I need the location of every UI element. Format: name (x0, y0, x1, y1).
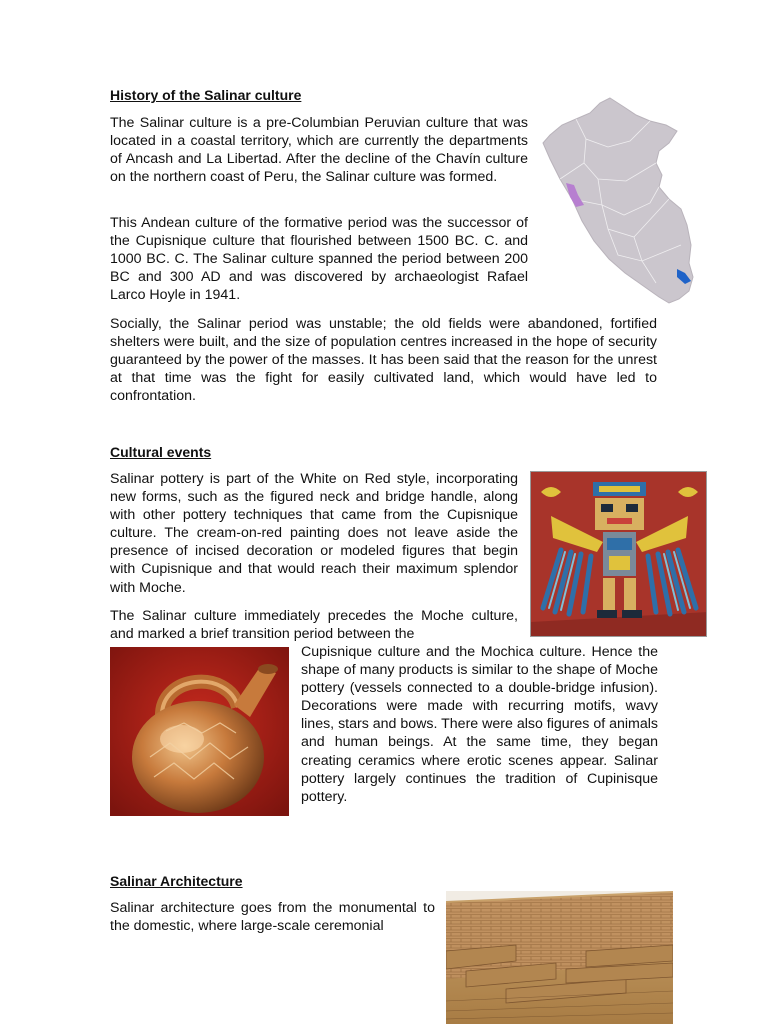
paragraph-architecture-1: Salinar architecture goes from the monumental to the domestic, where large-scale ceremonial (110, 900, 435, 935)
paragraph-history-3: Socially, the Salinar period was unstable; the old fields were abandoned, fortified shelters were built, and the size of population centres increased in the hope of security guaranteed by the power of the masses. It has been said that the reason for the unrest at that time was the fight for easily cultivated land, which would have led to confrontation. (110, 316, 657, 405)
paragraph-history-1: The Salinar culture is a pre-Columbian Peruvian culture that was located in a coastal territory, which are currently the departments of Ancash and La Libertad. After the decline of the Chavín culture on the northern coast of Peru, the Salinar culture was formed. (110, 115, 528, 186)
paragraph-history-2: This Andean culture of the formative period was the successor of the Cupisnique culture that flourished between 1500 BC. C. and 1000 BC. C. The Salinar culture spanned the period between 200 BC and 300 AD and was discovered by archaeologist Rafael Larco Hoyle in 1941. (110, 215, 528, 304)
pottery-vessel-image (110, 647, 289, 816)
paragraph-cultural-1: Salinar pottery is part of the White on Red style, incorporating new forms, such as the figured neck and bridge handle, along with other pottery techniques that came from the Cupisnique culture. The cream-on-red painting does not leave aside the presence of incised decoration or modeled figures that begin with Cupisnique and that would reach their maximum splendor with Moche. (110, 471, 518, 596)
adobe-ruins-image (446, 891, 673, 1024)
peru-map-image (538, 95, 698, 307)
section-heading-cultural-events: Cultural events (110, 444, 212, 460)
section-heading-architecture: Salinar Architecture (110, 873, 243, 889)
peru-map-land (543, 98, 693, 303)
paragraph-cultural-2b: Cupisnique culture and the Mochica culture. Hence the shape of many products is similar to the shape of Moche pottery (vessels connected to a double-bridge infusion). Decorations were made with recurring motifs, wavy lines, stars and bows. There were also figures of animals and human beings. At the same time, they began creating ceramics where erotic scenes appear. Salinar pottery largely continues the tradition of Cupinisque pottery. (301, 644, 658, 805)
textile-image (530, 471, 707, 637)
paragraph-cultural-2a: The Salinar culture immediately precedes the Moche culture, and marked a brief transition period between the (110, 608, 518, 643)
section-heading-history: History of the Salinar culture (110, 87, 302, 103)
